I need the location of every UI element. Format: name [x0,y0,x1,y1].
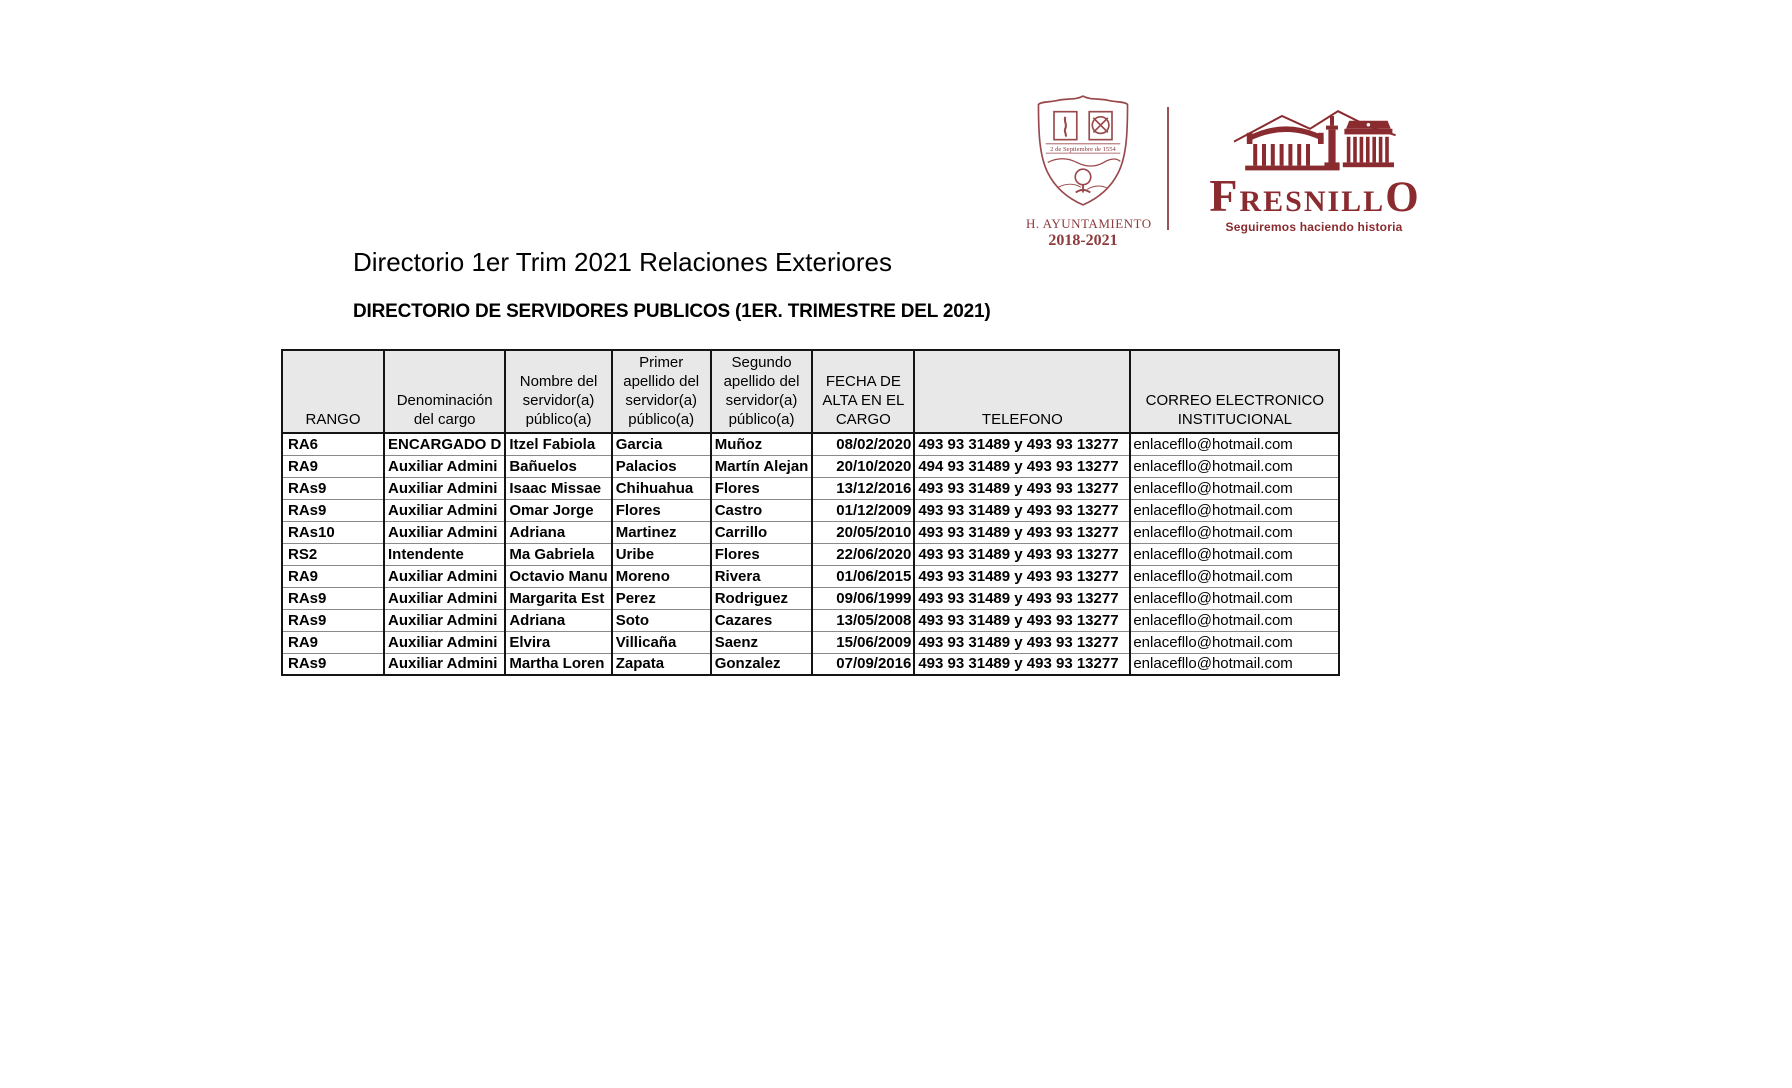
cell-denominacion: Auxiliar Admini [384,455,505,477]
cell-rango: RAs10 [282,521,384,543]
table-row [282,631,1339,653]
document-title: Directorio 1er Trim 2021 Relaciones Exteriores [353,247,892,277]
municipal-crest-icon [1031,92,1135,208]
cell-primer-apellido: Flores [612,499,711,521]
cell-denominacion: Auxiliar Admini [384,609,505,631]
header-cell-primer-apellido: Primer apellido del servidor(a) público(a) [612,350,711,433]
table-row [282,587,1339,609]
cell-telefono: 493 93 31489 y 493 93 13277 [914,499,1130,521]
cell-telefono: 494 93 31489 y 493 93 13277 [914,455,1130,477]
cell-nombre: Martha Loren [505,653,611,675]
header-cell-telefono: TELEFONO [914,350,1130,433]
table-row [282,433,1339,455]
header-cell-nombre: Nombre del servidor(a) público(a) [505,350,611,433]
table-row [282,609,1339,631]
cell-denominacion: Auxiliar Admini [384,631,505,653]
header-cell-fecha-alta: FECHA DE ALTA EN EL CARGO [812,350,914,433]
cell-nombre: Omar Jorge [505,499,611,521]
cell-nombre: Margarita Est [505,587,611,609]
cell-segundo-apellido: Martín Alejan [711,455,813,477]
cell-nombre: Ma Gabriela [505,543,611,565]
cell-primer-apellido: Martinez [612,521,711,543]
cell-denominacion: Intendente [384,543,505,565]
cell-correo: enlacefllo@hotmail.com [1130,609,1339,631]
cell-nombre: Adriana [505,521,611,543]
cell-nombre: Bañuelos [505,455,611,477]
cell-segundo-apellido: Saenz [711,631,813,653]
cell-segundo-apellido: Rodriguez [711,587,813,609]
cell-rango: RS2 [282,543,384,565]
cell-rango: RAs9 [282,653,384,675]
cell-primer-apellido: Chihuahua [612,477,711,499]
cell-denominacion: Auxiliar Admini [384,521,505,543]
cell-segundo-apellido: Flores [711,543,813,565]
cell-fecha-alta: 13/12/2016 [812,477,914,499]
cell-correo: enlacefllo@hotmail.com [1130,587,1339,609]
cell-fecha-alta: 15/06/2009 [812,631,914,653]
cell-primer-apellido: Soto [612,609,711,631]
cell-telefono: 493 93 31489 y 493 93 13277 [914,477,1130,499]
cell-fecha-alta: 07/09/2016 [812,653,914,675]
directory-table-container [281,349,1340,676]
header-cell-denominacion: Denominación del cargo [384,350,505,433]
cell-rango: RA9 [282,565,384,587]
header-cell-rango: RANGO [282,350,384,433]
cell-primer-apellido: Perez [612,587,711,609]
cell-rango: RAs9 [282,477,384,499]
cell-fecha-alta: 20/05/2010 [812,521,914,543]
cell-telefono: 493 93 31489 y 493 93 13277 [914,543,1130,565]
cell-rango: RA9 [282,455,384,477]
cell-correo: enlacefllo@hotmail.com [1130,653,1339,675]
table-header-row [282,350,1339,433]
cell-telefono: 493 93 31489 y 493 93 13277 [914,609,1130,631]
table-row [282,521,1339,543]
cell-correo: enlacefllo@hotmail.com [1130,499,1339,521]
cell-fecha-alta: 01/06/2015 [812,565,914,587]
cell-denominacion: Auxiliar Admini [384,477,505,499]
cell-nombre: Adriana [505,609,611,631]
cell-nombre: Elvira [505,631,611,653]
cell-primer-apellido: Moreno [612,565,711,587]
crest-motto: 2 de Septiembre de 1554 [1050,146,1116,154]
cell-telefono: 493 93 31489 y 493 93 13277 [914,631,1130,653]
cell-segundo-apellido: Rivera [711,565,813,587]
cell-primer-apellido: Zapata [612,653,711,675]
crest-years: 2018-2021 [1048,232,1118,249]
cell-primer-apellido: Garcia [612,433,711,455]
cell-segundo-apellido: Flores [711,477,813,499]
cell-telefono: 493 93 31489 y 493 93 13277 [914,653,1130,675]
cell-telefono: 493 93 31489 y 493 93 13277 [914,587,1130,609]
cell-fecha-alta: 01/12/2009 [812,499,914,521]
header-cell-correo: CORREO ELECTRONICO INSTITUCIONAL [1130,350,1339,433]
cell-correo: enlacefllo@hotmail.com [1130,543,1339,565]
cell-primer-apellido: Villicaña [612,631,711,653]
cell-fecha-alta: 08/02/2020 [812,433,914,455]
directory-table [281,349,1340,676]
table-row [282,455,1339,477]
wordmark-middle: RESNILL [1239,185,1386,218]
cell-rango: RAs9 [282,499,384,521]
cell-rango: RA6 [282,433,384,455]
cell-segundo-apellido: Carrillo [711,521,813,543]
cell-denominacion: Auxiliar Admini [384,653,505,675]
crest-institution: H. AYUNTAMIENTO [1026,216,1152,231]
cell-nombre: Isaac Missae [505,477,611,499]
cell-primer-apellido: Uribe [612,543,711,565]
cell-segundo-apellido: Muñoz [711,433,813,455]
cell-fecha-alta: 09/06/1999 [812,587,914,609]
wordmark-initial: F [1209,170,1240,221]
cell-denominacion: Auxiliar Admini [384,587,505,609]
cell-fecha-alta: 13/05/2008 [812,609,914,631]
cell-nombre: Itzel Fabiola [505,433,611,455]
municipal-crest [1026,92,1152,250]
cell-telefono: 493 93 31489 y 493 93 13277 [914,433,1130,455]
cell-segundo-apellido: Cazares [711,609,813,631]
cell-correo: enlacefllo@hotmail.com [1130,477,1339,499]
table-row [282,543,1339,565]
table-row [282,477,1339,499]
fresnillo-wordmark [1198,170,1430,221]
cell-fecha-alta: 22/06/2020 [812,543,914,565]
cell-segundo-apellido: Castro [711,499,813,521]
cell-correo: enlacefllo@hotmail.com [1130,433,1339,455]
cell-rango: RAs9 [282,609,384,631]
cell-fecha-alta: 20/10/2020 [812,455,914,477]
cell-rango: RAs9 [282,587,384,609]
fresnillo-logo [1198,108,1430,234]
cell-segundo-apellido: Gonzalez [711,653,813,675]
document-subtitle: DIRECTORIO DE SERVIDORES PUBLICOS (1ER. TRIMESTRE DEL 2021) [353,301,991,322]
brand-divider [1167,107,1169,230]
cell-denominacion: Auxiliar Admini [384,499,505,521]
cell-correo: enlacefllo@hotmail.com [1130,521,1339,543]
cell-denominacion: Auxiliar Admini [384,565,505,587]
cell-correo: enlacefllo@hotmail.com [1130,631,1339,653]
kiosk-monument-icon [1207,108,1421,172]
table-row [282,653,1339,675]
wordmark-final: O [1385,174,1419,221]
header-cell-segundo-apellido: Segundo apellido del servidor(a) público(a) [711,350,813,433]
cell-correo: enlacefllo@hotmail.com [1130,455,1339,477]
cell-primer-apellido: Palacios [612,455,711,477]
table-row [282,565,1339,587]
cell-denominacion: ENCARGADO D [384,433,505,455]
table-row [282,499,1339,521]
cell-correo: enlacefllo@hotmail.com [1130,565,1339,587]
cell-rango: RA9 [282,631,384,653]
cell-telefono: 493 93 31489 y 493 93 13277 [914,521,1130,543]
fresnillo-tagline: Seguiremos haciendo historia [1225,220,1403,234]
cell-telefono: 493 93 31489 y 493 93 13277 [914,565,1130,587]
cell-nombre: Octavio Manu [505,565,611,587]
